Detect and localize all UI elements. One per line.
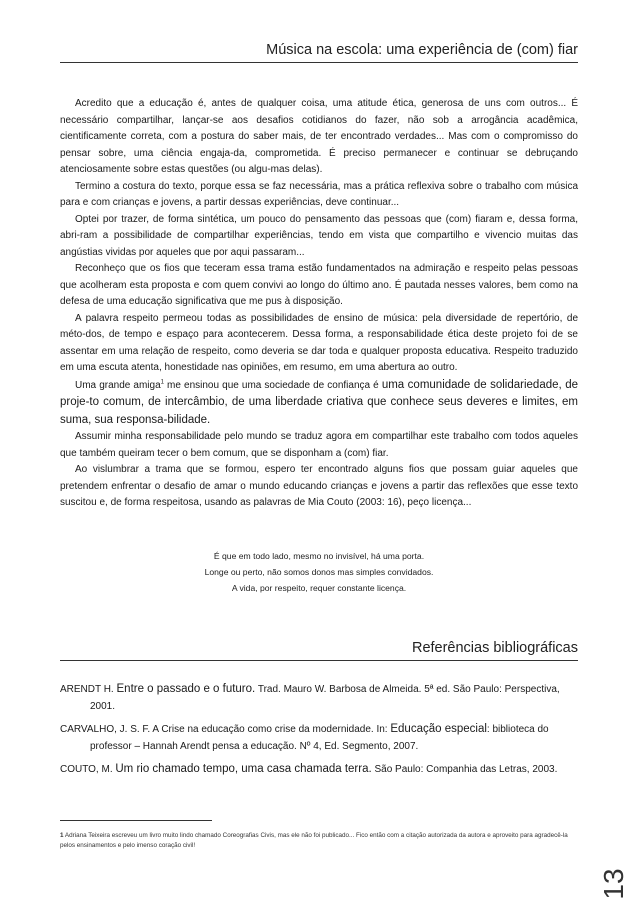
reference-author: ARENDT H. — [60, 684, 117, 695]
footnote-text: Adriana Teixeira escreveu um livro muito lindo chamado Coreografias Civis, mas ele não foi publicado... Fico então com a citação autorizada da autora e aproveito para agradecê-la pelos ensinamentos e pelo imenso coração civil! — [60, 832, 568, 849]
footnote-number: 1 — [60, 832, 64, 839]
reference-title: Um rio chamado tempo, uma casa chamada terra. — [115, 763, 372, 775]
references-heading — [60, 640, 578, 661]
quoted-definition: uma comunidade de solidariedade, de proje-to comum, de intercâmbio, de uma liberdade criativa que conhece seus deveres e limites, em suma, sua responsa-bilidade. — [60, 378, 578, 426]
paragraph-6-middle: me ensinou que uma sociedade de confiança é — [163, 379, 382, 391]
reference-details: : biblioteca do professor – Hannah Arendt pensa a educação. Nº 4, Ed. Segmento, 2007. — [90, 724, 549, 752]
poem-line-2: Longe ou perto, não somos donos mas simples convidados. — [204, 567, 434, 577]
page-number: 13 — [598, 868, 629, 900]
body-text — [60, 96, 578, 512]
reference-arendt — [60, 681, 578, 715]
paragraph-7: Assumir minha responsabilidade pelo mundo se traduz agora em compartilhar este trabalho com todos aqueles que também queiram tecer o bem comum, que se disponham a (com) fiar. — [60, 431, 578, 459]
footnote-marker: 1 — [160, 379, 164, 386]
footnote-divider — [60, 820, 212, 821]
references-title: Referências bibliográficas — [411, 640, 578, 656]
footnote — [60, 831, 580, 851]
reference-author: COUTO, M. — [60, 764, 116, 775]
running-title: Música na escola: uma experiência de (com) fiar — [266, 42, 578, 58]
paragraph-8: Ao vislumbrar a trama que se formou, espero ter encontrado alguns fios que possam guiar aqueles que pretendem enfrentar o desafio de amar o mundo educando crianças e jovens a partir das reflexões que esse texto suscitou e, de forma respeitosa, usando as palavras de Mia Couto (2003: 16), peço licença... — [60, 464, 578, 508]
paragraph-6 — [60, 377, 578, 430]
reference-author: CARVALHO, J. S. F. A Crise na educação como crise da modernidade. In: — [60, 724, 391, 735]
paragraph-3: Optei por trazer, de forma sintética, um pouco do pensamento das pessoas que (com) fiaram e, dessa forma, abri-ram a possibilidade de compartilhar experiências, tendo em vista que compartilho e vivencio muitas das angústias vividas por aqueles que por aqui passaram... — [60, 213, 578, 258]
paragraph-4: Reconheço que os fios que teceram essa trama estão fundamentados na admiração e respeito pelas pessoas que acolheram esta proposta e com quem convivi ao longo do último ano. É pautada nesses valores, bem como na defesa de uma educação significativa que me pus à disposição. — [60, 263, 578, 307]
reference-couto — [60, 761, 578, 779]
paragraph-1: Acredito que a educação é, antes de qualquer coisa, uma atitude ética, generosa de uns com outros... É necessário compartilhar, lançar-se aos desafios cotidianos do fazer, não sob a arrogância acadêmica, cientificamente correta, com a postura do saber mais, de ter encontrado verdades... Mas com o compromisso do pensar sobre, uma ciência engaja-da, comprometida. É preciso permanecer e continuar se debruçando atenciosamente sobre estas questões (ou algu-mas delas). — [60, 98, 578, 175]
reference-title: Educação especial — [390, 723, 487, 735]
reference-title: Entre o passado e o futuro. — [116, 683, 256, 695]
references-list — [60, 681, 578, 785]
poem-line-3: A vida, por respeito, requer constante licença. — [231, 583, 407, 593]
reference-carvalho — [60, 721, 578, 755]
epigraph-poem — [60, 548, 578, 596]
reference-details: São Paulo: Companhia das Letras, 2003. — [371, 764, 558, 775]
paragraph-6-start: Uma grande amiga — [75, 379, 161, 391]
paragraph-5: A palavra respeito permeou todas as possibilidades de ensino de música: pela diversidade de repertório, de méto-dos, de tempo e espaço para acontecerem. Dessa forma, a responsabilidade ética deste projeto foi de se assentar em uma relação de respeito, como deveria se dar toda e qualquer proposta educativa. Respeito traduzido em uma escuta atenta, honestidade nas opiniões, em resumo, em uma abertura ao outro. — [60, 312, 578, 373]
reference-details: Trad. Mauro W. Barbosa de Almeida. 5ª ed. São Paulo: Perspectiva, 2001. — [90, 684, 560, 712]
poem-line-1: É que em todo lado, mesmo no invisível, há uma porta. — [213, 551, 425, 561]
running-header — [60, 42, 578, 63]
paragraph-2: Termino a costura do texto, porque essa se faz necessária, mas a prática reflexiva sobre o trabalho com música para e com crianças e jovens, a partir dessas experiências, deve continuar... — [60, 180, 578, 208]
